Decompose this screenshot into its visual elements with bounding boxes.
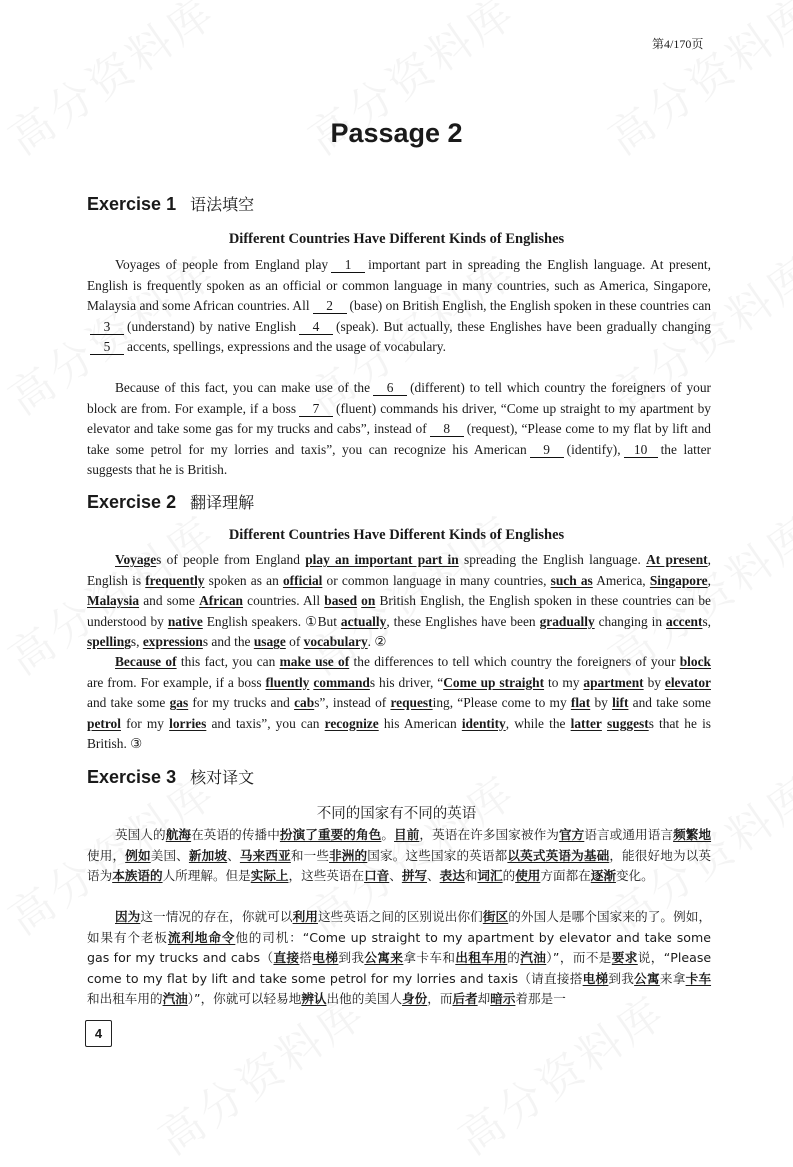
keyword: 频繁地 xyxy=(673,827,712,842)
answer-blank[interactable]: 4 xyxy=(299,319,333,335)
keyword: latter xyxy=(570,715,602,731)
answer-blank[interactable]: 2 xyxy=(313,298,347,314)
keyword: 以英式英语为基础 xyxy=(507,847,610,863)
keyword: Voyage xyxy=(115,552,157,567)
exercise-3-heading xyxy=(87,765,254,788)
keyword: vocabulary xyxy=(303,634,368,649)
page-indicator: 第4/170页 xyxy=(652,37,704,51)
keyword: native xyxy=(167,613,203,629)
keyword: flat xyxy=(570,695,591,710)
keyword: usage xyxy=(253,634,286,649)
keyword: cab xyxy=(294,695,315,710)
keyword: 身份 xyxy=(402,991,428,1006)
keyword: apartment xyxy=(583,674,644,690)
keyword: 汽油 xyxy=(162,991,188,1006)
keyword: play an important part in xyxy=(305,552,459,567)
keyword: fluently xyxy=(265,674,310,690)
keyword: gas xyxy=(169,695,189,710)
page-title: Passage 2 xyxy=(330,118,463,148)
keyword: At present xyxy=(646,552,708,567)
keyword: 实际上 xyxy=(250,868,289,883)
keyword: 街区 xyxy=(482,909,509,924)
exercise-2-paragraph-2: Because of this fact, you can make use of the differences to tell which country the foreigners of your block are from. For example, if a boss fluently commands his driver, “Come up straight to my apartment by elevator and take some gas for my trucks and cabs”, instead of requesting, “Please come to my flat by lift and take some petrol for my lorries and taxis”, you can recognize his American identity, while the latter suggests that he is British. ③ xyxy=(87,654,712,751)
keyword: 拼写 xyxy=(401,868,428,883)
answer-blank[interactable]: 10 xyxy=(624,442,658,458)
keyword: African xyxy=(199,593,244,608)
keyword: 出租车用 xyxy=(455,950,508,965)
keyword: 辨认 xyxy=(301,991,327,1006)
keyword: block xyxy=(679,654,711,669)
keyword: 公寓来 xyxy=(364,950,404,965)
exercise-1-paragraph-1: Voyages of people from England play 1 important part in spreading the English language. At present, English is frequently spoken as an official or common language in many countries, such as America, Singapore, Malaysia and some African countries. All 2 (base) on British English, the English spoken in these countries can3 (understand) by native English 4 (speak). But actually, these Englishes have been gradually changing5 accents, spellings, expressions and the usage of vocabulary. xyxy=(87,257,712,354)
keyword: frequently xyxy=(145,572,205,588)
keyword: accent xyxy=(666,613,703,629)
exercise-3-label: Exercise 3 xyxy=(87,767,177,787)
keyword: recognize xyxy=(324,715,379,731)
exercise-2-label: Exercise 2 xyxy=(87,492,177,512)
exercise-2-paragraph-1: Voyages of people from England play an important part in spreading the English language. At present, English is frequently spoken as an official or common language in many countries, such as America, Singapore, Malaysia and some African countries. All based on British English, the English spoken in these countries can be understood by native English speakers. ①But actually, these Englishes have been gradually changing in accents, spellings, expressions and the usage of vocabulary. ② xyxy=(87,552,712,649)
exercise-2-label-cn: 翻译理解 xyxy=(190,493,255,512)
keyword: 新加坡 xyxy=(188,847,228,863)
answer-blank[interactable]: 8 xyxy=(430,421,464,437)
keyword: based xyxy=(324,593,358,608)
exercise-3-subtitle: 不同的国家有不同的英语 xyxy=(316,806,477,822)
keyword: 非洲的 xyxy=(329,847,368,863)
keyword: lift xyxy=(612,695,629,710)
exercise-3-paragraph-2: 因为这一情况的存在，你就可以利用这些英语之间的区别说出你们街区的外国人是哪个国家来的了。例如，如果有个老板流利地命令他的司机：“Come up straight to my apartment by elevator and take some gas for my trucks and cabs（直接搭电梯到我公寓来拿卡车和出租车用的汽油）”，而不是要求说，“Please come to my flat by lift and take some petrol for my lorries and taxis（请直接搭电梯到我公寓来拿卡车和出租车用的汽油）”，你就可以轻易地辨认出他的美国人身份，而后者却暗示着那是一 xyxy=(87,909,712,1006)
keyword: 利用 xyxy=(292,909,318,924)
keyword: 后者 xyxy=(452,991,478,1006)
answer-blank[interactable]: 7 xyxy=(299,401,333,417)
answer-blank[interactable]: 9 xyxy=(530,442,564,458)
keyword: 口音 xyxy=(364,868,390,883)
keyword: command xyxy=(313,674,370,690)
exercise-2-heading xyxy=(87,490,254,513)
keyword: 汽油 xyxy=(520,950,547,965)
keyword: spelling xyxy=(87,634,131,649)
exercise-1-heading xyxy=(87,192,254,215)
keyword: make use of xyxy=(279,654,350,669)
answer-blank[interactable]: 6 xyxy=(373,380,407,396)
exercise-1-subtitle: Different Countries Have Different Kinds of Englishes xyxy=(228,231,565,247)
exercise-1-paragraph-2: Because of this fact, you can make use of the 6 (different) to tell which country the foreigners of your block are from. For example, if a boss 7 (fluent) commands his driver, “Come up straight to my apartment by elevator and take some gas for my trucks and cabs”, instead of 8 (request), “Please come to my flat by lift and take some petrol for my lorries and taxis”, you can recognize his American 9 (identify), 10 the latter suggests that he is British. xyxy=(87,380,711,477)
keyword: 词汇 xyxy=(477,868,503,883)
keyword: 航海 xyxy=(165,827,192,842)
answer-blank[interactable]: 3 xyxy=(90,319,124,335)
exercise-1-label-cn: 语法填空 xyxy=(190,195,255,214)
keyword: suggest xyxy=(607,715,649,731)
keyword: 官方 xyxy=(558,827,585,842)
keyword: petrol xyxy=(87,715,121,731)
keyword: 直接 xyxy=(273,950,300,965)
keyword: 流利地命令 xyxy=(167,929,236,945)
exercise-2-subtitle: Different Countries Have Different Kinds of Englishes xyxy=(228,527,565,543)
keyword: identity xyxy=(461,715,506,731)
page-number-box: 4 xyxy=(85,1020,112,1047)
keyword: 暗示 xyxy=(490,991,516,1006)
keyword: gradually xyxy=(539,613,595,629)
keyword: Because of xyxy=(115,654,177,669)
keyword: Malaysia xyxy=(87,593,140,608)
keyword: 表达 xyxy=(439,868,465,883)
keyword: 要求 xyxy=(611,950,638,965)
keyword: expression xyxy=(142,634,203,649)
keyword: 目前 xyxy=(394,827,420,842)
answer-blank[interactable]: 1 xyxy=(331,257,365,273)
keyword: Singapore xyxy=(649,572,708,588)
keyword: 电梯 xyxy=(312,950,339,965)
keyword: 电梯 xyxy=(582,970,609,986)
keyword: elevator xyxy=(664,674,711,690)
keyword: 卡车 xyxy=(685,970,712,986)
keyword: actually xyxy=(340,613,387,629)
keyword: 逐渐 xyxy=(590,868,616,883)
keyword: on xyxy=(361,593,376,608)
keyword: 马来西亚 xyxy=(239,847,291,863)
keyword: 使用 xyxy=(515,868,541,883)
keyword: 因为 xyxy=(115,909,141,924)
keyword: such as xyxy=(550,572,593,588)
keyword: official xyxy=(282,572,323,588)
exercise-3-label-cn: 核对译文 xyxy=(190,768,255,787)
exercise-3-paragraph-1: 英国人的航海在英语的传播中扮演了重要的角色。目前，英语在许多国家被作为官方语言或通用语言频繁地使用，例如美国、新加坡、马来西亚和一些非洲的国家。这些国家的英语都以英式英语为基础，能很好地为以英语为本族语的人所理解。但是实际上，这些英语在口音、拼写、表达和词汇的使用方面都在逐渐变化。 xyxy=(87,827,712,883)
keyword: lorries xyxy=(169,715,207,731)
keyword: 本族语的 xyxy=(112,868,163,883)
keyword: 扮演了重要的角色 xyxy=(279,827,382,842)
keyword: 公寓 xyxy=(634,970,660,986)
answer-blank[interactable]: 5 xyxy=(90,339,124,355)
keyword: request xyxy=(390,695,433,710)
keyword: 例如 xyxy=(125,847,151,863)
keyword: Come up straight xyxy=(443,674,545,690)
exercise-1-label: Exercise 1 xyxy=(87,194,177,214)
